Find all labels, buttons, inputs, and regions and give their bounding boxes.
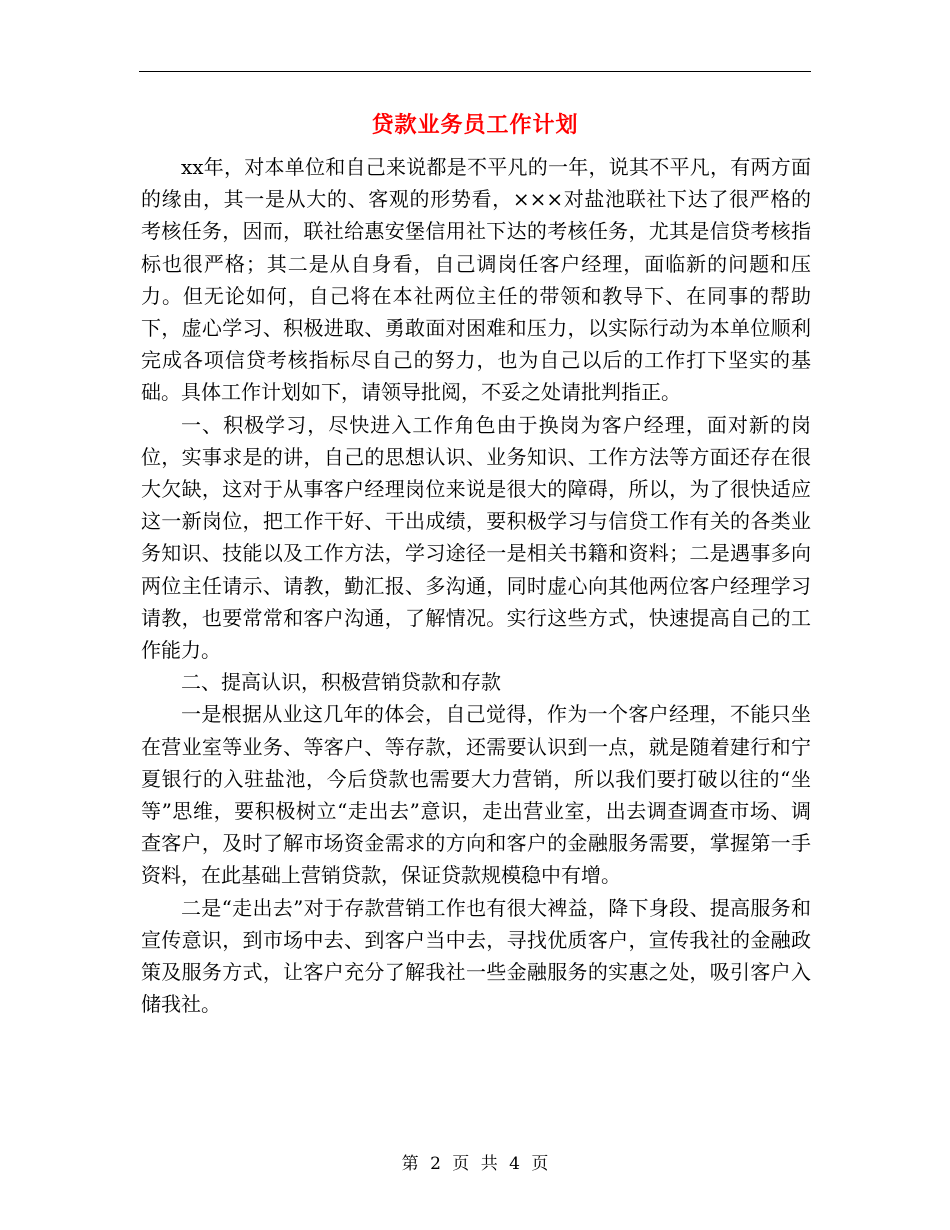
paragraph-section-2-point-2: 二是“走出去”对于存款营销工作也有很大裨益，降下身段、提高服务和宣传意识，到市场中去、到客户当中去，寻找优质客户，宣传我社的金融政策及服务方式，让客户充分了解我社一些金融服务的实惠之处，吸引客户入储我社。 [141,895,811,1017]
paragraph-intro: xx年，对本单位和自己来说都是不平凡的一年，说其不平凡，有两方面的缘由，其一是从大的、客观的形势看，×××对盐池联社下达了很严格的考核任务，因而，联社给惠安堡信用社下达的考核任务，尤其是信贷考核指标也很严格；其二是从自身看，自己调岗任客户经理，面临新的问题和压力。但无论如何，自己将在本社两位主任的带领和教导下、在同事的帮助下，虚心学习、积极进取、勇敢面对困难和压力，以实际行动为本单位顺利完成各项信贷考核指标尽自己的努力，也为自己以后的工作打下坚实的基础。具体工作计划如下，请领导批阅，不妥之处请批判指正。 [141,155,811,405]
paragraph-section-2-heading: 二、提高认识，积极营销贷款和存款 [181,670,501,695]
document-title: 贷款业务员工作计划 [371,112,579,138]
paragraph-section-1: 一、积极学习，尽快进入工作角色由于换岗为客户经理，面对新的岗位，实事求是的讲，自己的思想认识、业务知识、工作方法等方面还存在很大欠缺，这对于从事客户经理岗位来说是很大的障碍，所以，为了很快适应这一新岗位，把工作干好、干出成绩，要积极学习与信贷工作有关的各类业务知识、技能以及工作方法，学习途径一是相关书籍和资料；二是遇事多向两位主任请示、请教，勤汇报、多沟通，同时虚心向其他两位客户经理学习请教，也要常常和客户沟通，了解情况。实行这些方式，快速提高自己的工作能力。 [141,412,811,663]
document-body [141,151,811,1020]
header-rule [139,71,811,72]
paragraph-section-2-point-1: 一是根据从业这几年的体会，自己觉得，作为一个客户经理，不能只坐在营业室等业务、等客户、等存款，还需要认识到一点，就是随着建行和宁夏银行的入驻盐池，今后贷款也需要大力营销，所以我们要打破以往的“坐等”思维，要积极树立“走出去”意识，走出营业室，出去调查调查市场、调查客户，及时了解市场资金需求的方向和客户的金融服务需要，掌握第一手资料，在此基础上营销贷款，保证贷款规模稳中有增。 [141,702,811,888]
page-number: 第 2 页 共 4 页 [401,1154,549,1174]
